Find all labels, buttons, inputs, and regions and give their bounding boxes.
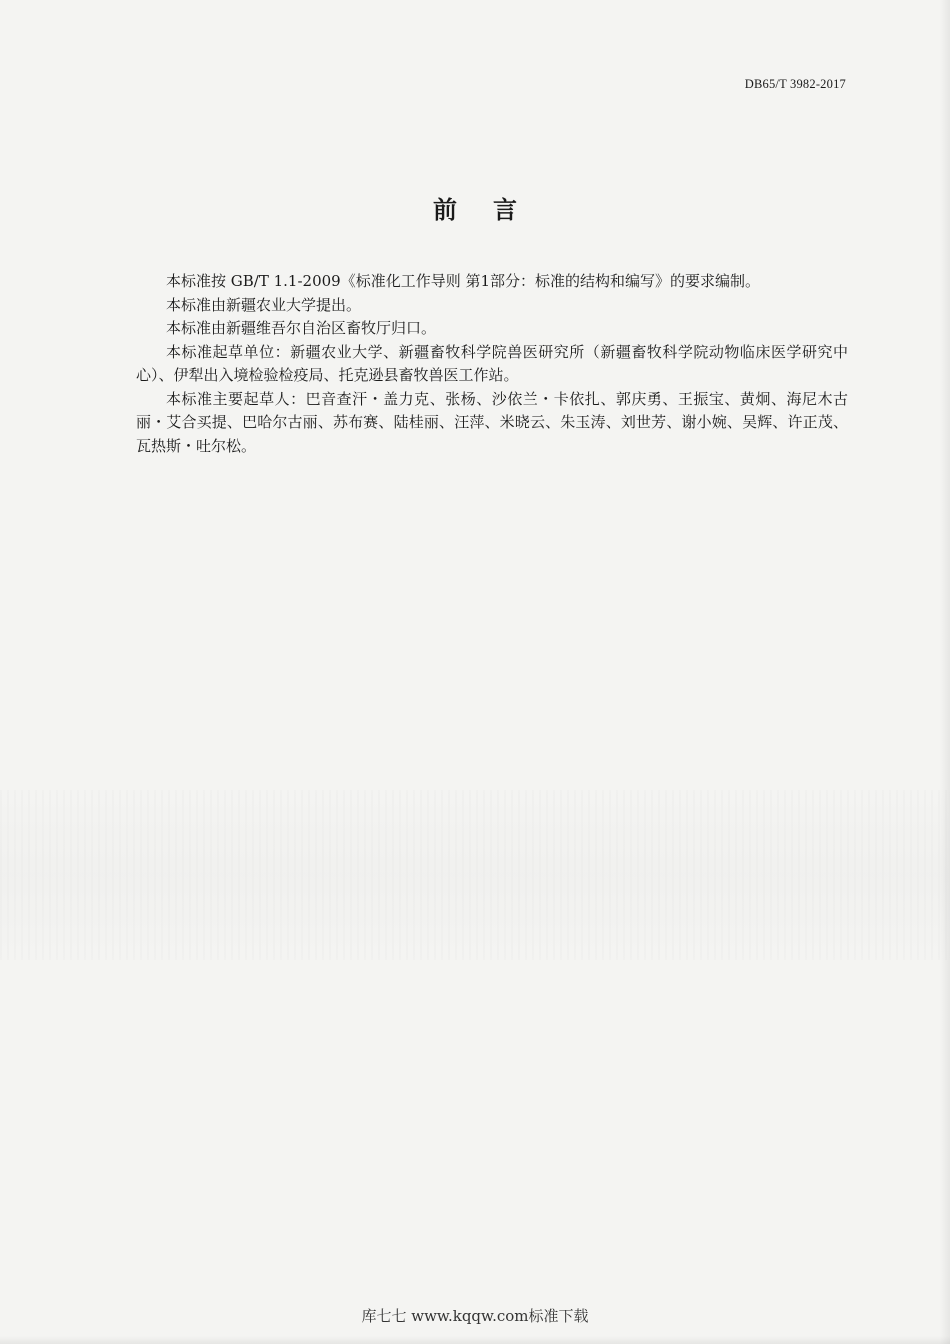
paragraph-drafters: 本标准主要起草人：巴音查汗・盖力克、张杨、沙依兰・卡依扎、郭庆勇、王振宝、黄炯、海尼木古丽・艾合买提、巴哈尔古丽、苏布赛、陆桂丽、汪萍、米晓云、朱玉涛、刘世芳、谢小婉、吴辉、许正茂、瓦热斯・吐尔松。: [136, 389, 848, 455]
footer-watermark: 库七七 www.kqqw.com标准下载: [361, 1307, 589, 1325]
scan-edge-right: [940, 0, 950, 1344]
paragraph-drafting-units: 本标准起草单位：新疆农业大学、新疆畜牧科学院兽医研究所（新疆畜牧科学院动物临床医学研究中心）、伊犁出入境检验检疫局、托克逊县畜牧兽医工作站。: [136, 342, 848, 384]
paragraph-proposer: 本标准由新疆农业大学提出。: [166, 295, 362, 314]
page-title: 前言: [433, 196, 553, 224]
standard-code: DB65/T 3982-2017: [744, 77, 846, 91]
paragraph-administration: 本标准由新疆维吾尔自治区畜牧厅归口。: [166, 319, 437, 337]
paragraph-compilation: 本标准按 GB/T 1.1-2009《标准化工作导则 第1部分：标准的结构和编写》的要求编制。: [166, 272, 761, 290]
scan-edge-bottom: [0, 1336, 950, 1344]
preface-body: [136, 270, 848, 458]
scan-artifact: [0, 790, 950, 960]
